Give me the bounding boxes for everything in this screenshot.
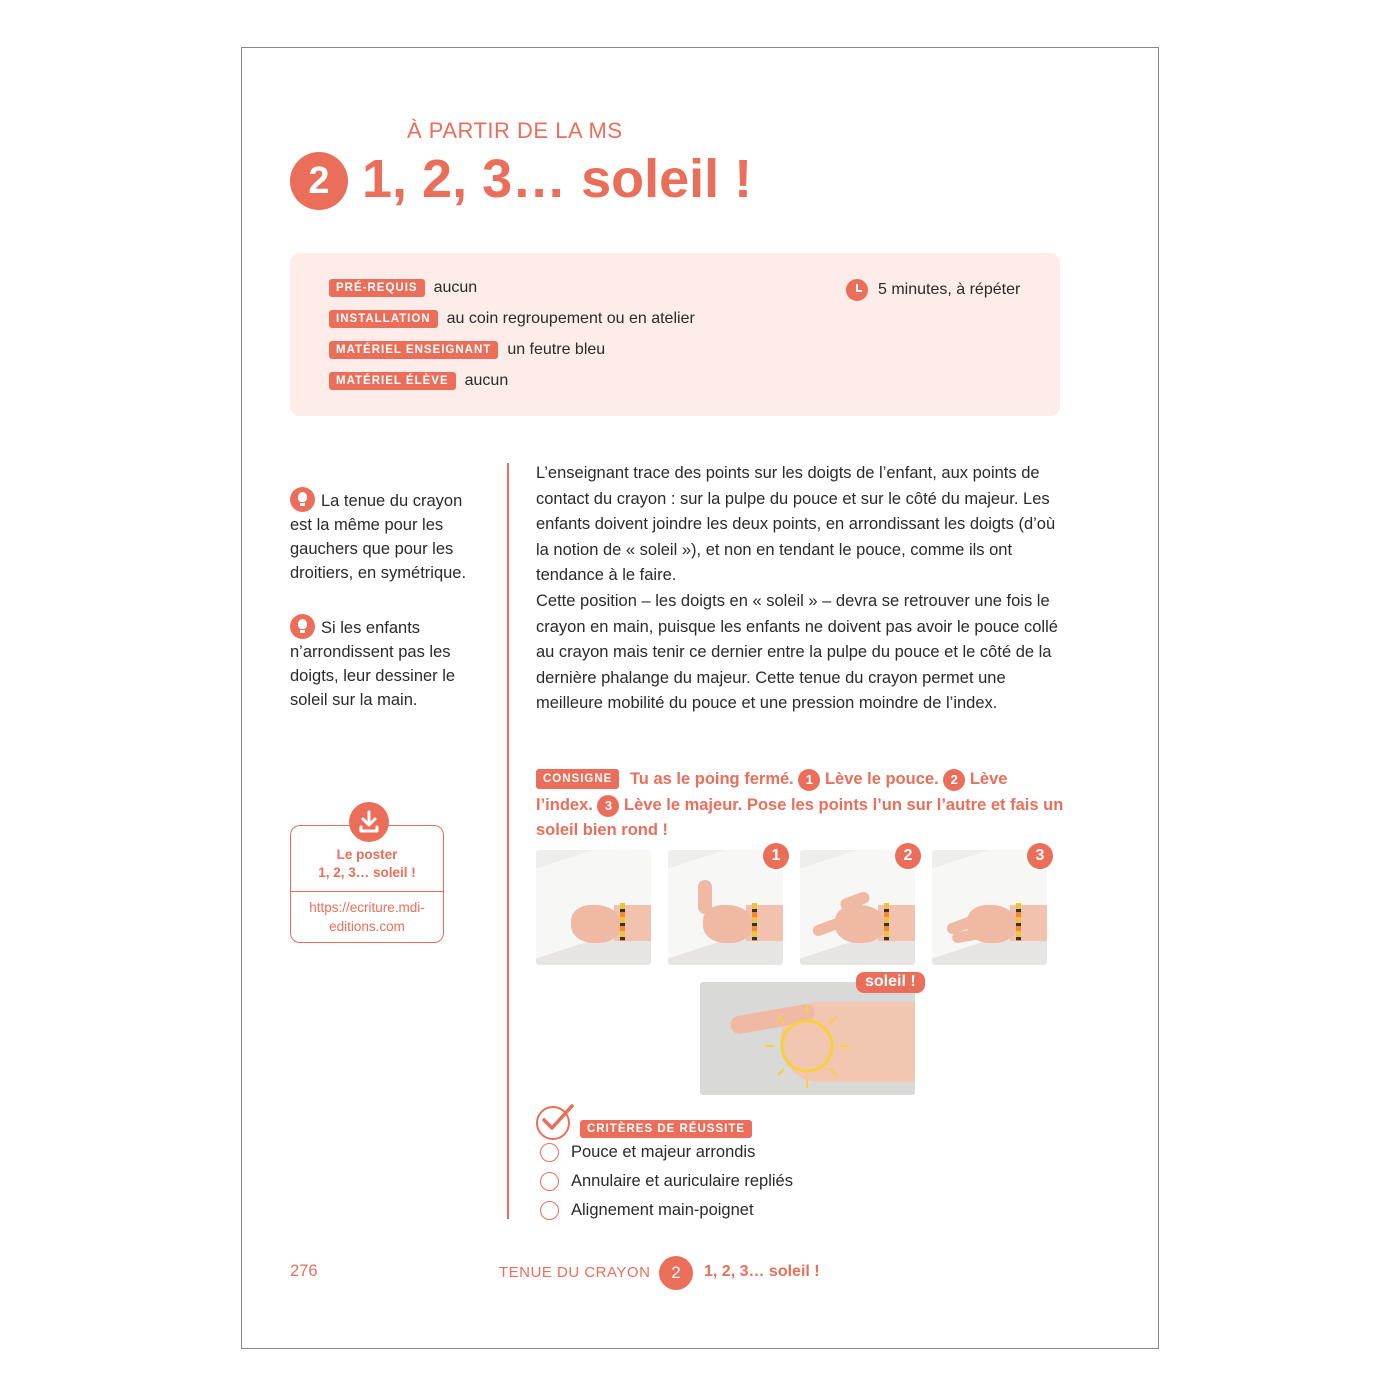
clock-icon bbox=[846, 279, 868, 301]
tip-text: La tenue du crayon est la même pour les gauchers que pour les droitiers, en symétrique. bbox=[290, 492, 467, 582]
footer-number: 2 bbox=[659, 1256, 693, 1290]
criteria-text: Annulaire et auriculaire repliés bbox=[571, 1172, 793, 1190]
tip-sun-drawing bbox=[290, 614, 485, 712]
checkmark-icon bbox=[536, 1106, 570, 1140]
radio-circle-icon[interactable] bbox=[540, 1201, 559, 1220]
criteria-text: Alignement main-poignet bbox=[571, 1201, 754, 1219]
photo-badge: 3 bbox=[1025, 841, 1055, 871]
info-value: au coin regroupement ou en atelier bbox=[446, 310, 695, 327]
page-number: 276 bbox=[290, 1262, 318, 1280]
step-text: Lève le pouce. bbox=[824, 770, 939, 788]
photo-fist bbox=[536, 850, 651, 965]
poster-url-line: https://ecriture.mdi- bbox=[309, 900, 425, 915]
info-tag: PRÉ-REQUIS bbox=[329, 279, 425, 297]
consigne bbox=[536, 767, 1066, 844]
poster-url-line: editions.com bbox=[329, 919, 405, 934]
soleil-label: soleil ! bbox=[856, 972, 925, 993]
poster-url-link[interactable] bbox=[297, 898, 437, 936]
consigne-intro: Tu as le poing fermé. bbox=[629, 770, 794, 788]
photo-badge: 1 bbox=[761, 841, 791, 871]
info-row-installation bbox=[329, 310, 695, 328]
consigne-tag: CONSIGNE bbox=[536, 769, 619, 789]
column-divider bbox=[507, 463, 509, 1219]
info-box bbox=[290, 253, 1060, 416]
poster-title-line: 1, 2, 3… soleil ! bbox=[318, 865, 416, 880]
lightbulb-icon bbox=[290, 614, 315, 639]
info-row-prerequis bbox=[329, 279, 477, 297]
step-number: 1 bbox=[798, 769, 820, 791]
poster-title bbox=[291, 846, 443, 882]
divider bbox=[291, 891, 443, 892]
info-row-materiel-eleve bbox=[329, 372, 508, 390]
criteria-tag: CRITÈRES DE RÉUSSITE bbox=[580, 1120, 752, 1138]
level-label: À PARTIR DE LA MS bbox=[407, 118, 623, 143]
step-number: 3 bbox=[597, 795, 619, 817]
criteria-text: Pouce et majeur arrondis bbox=[571, 1143, 756, 1161]
info-tag: MATÉRIEL ÉLÈVE bbox=[329, 372, 456, 390]
step-text: Lève l’index. bbox=[536, 770, 1008, 814]
criteria-item[interactable] bbox=[540, 1172, 793, 1191]
body-text bbox=[536, 461, 1066, 717]
poster-link-card[interactable] bbox=[290, 825, 444, 943]
info-value: aucun bbox=[433, 279, 478, 296]
tip-left-handed bbox=[290, 487, 485, 585]
page-title: 1, 2, 3… soleil ! bbox=[362, 149, 753, 209]
step-number: 2 bbox=[943, 769, 965, 791]
activity-number: 2 bbox=[290, 152, 348, 210]
tip-text: Si les enfants n’arrondissent pas les doigts, leur dessiner le soleil sur la main. bbox=[290, 619, 456, 709]
criteria-item[interactable] bbox=[540, 1143, 755, 1162]
body-paragraph: Cette position – les doigts en « soleil » – devra se retrouver une fois le crayon en main, puisque les enfants ne doivent pas avoir le pouce collé au crayon mais tenir ce dernier entre la pulpe du pouce et le côté de la dernière phalange du majeur. Cette tenue du crayon permet une meilleure mobilité du pouce et une pression moindre de l’index. bbox=[536, 591, 1058, 713]
lightbulb-icon bbox=[290, 487, 315, 512]
duration-text: 5 minutes, à répéter bbox=[878, 281, 1021, 298]
photo-soleil bbox=[700, 982, 915, 1095]
info-tag: INSTALLATION bbox=[329, 310, 438, 328]
poster-title-line: Le poster bbox=[336, 847, 398, 862]
info-row-materiel-enseignant bbox=[329, 341, 605, 359]
radio-circle-icon[interactable] bbox=[540, 1143, 559, 1162]
criteria-header bbox=[536, 1106, 752, 1140]
download-icon[interactable] bbox=[349, 802, 389, 842]
footer-title: 1, 2, 3… soleil ! bbox=[704, 1263, 820, 1280]
body-paragraph: L’enseignant trace des points sur les doigts de l’enfant, aux points de contact du crayon : sur la pulpe du pouce et sur le côté du majeur. Les enfants doivent joindre les deux points, en arrondissant les doigts (d’où la notion de « soleil »), et non en tendant le pouce, comme ils ont tendance à le faire. bbox=[536, 464, 1056, 585]
info-value: un feutre bleu bbox=[507, 341, 606, 358]
footer-section: TENUE DU CRAYON bbox=[499, 1264, 651, 1281]
duration bbox=[846, 279, 1020, 301]
step-text: Lève le majeur. Pose les points l’un sur l’autre et fais un soleil bien rond ! bbox=[536, 795, 1064, 840]
info-value: aucun bbox=[464, 372, 509, 389]
radio-circle-icon[interactable] bbox=[540, 1172, 559, 1191]
info-tag: MATÉRIEL ENSEIGNANT bbox=[329, 341, 498, 359]
photo-badge: 2 bbox=[893, 841, 923, 871]
criteria-item[interactable] bbox=[540, 1201, 754, 1220]
